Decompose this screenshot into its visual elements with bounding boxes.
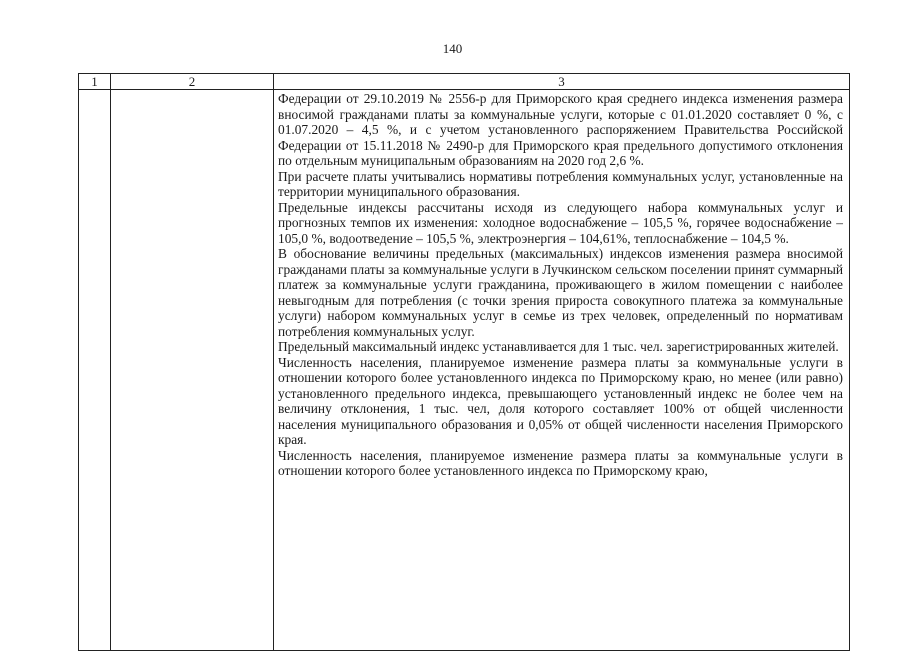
text-block [274,90,849,479]
paragraph-3: Предельные индексы рассчитаны исходя из следующего набора коммунальных услуг и прогнозных темпов их изменения: холодное водоснабжение – 105,5 %, горячее водоснабжение – 105,0 %, водоотведение – 105,5 %, электроэнергия – 104,61%, теплоснабжение – 104,5 %. [278,199,843,246]
paragraph-4: В обоснование величины предельных (максимальных) индексов изменения размера вносимой гражданами платы за коммунальные услуги в Лучкинском сельском поселении принят суммарный платеж за коммунальные услуги гражданина, проживающего в жилом помещении с наиболее невыгодным для потребления (с точки зрения прироста совокупного платежа за коммунальные услуги) набором коммунальных услуг в семье из трех человек, определенный по нормативам потребления коммунальных услуг. [278,246,843,339]
cell-column-2 [111,90,274,651]
column-header-2: 2 [111,74,274,90]
page-number: 140 [442,41,463,56]
paragraph-6: Численность населения, планируемое изменение размера платы за коммунальные услуги в отношении которого более установленного индекса по Приморскому краю, но менее (или равно) установленного предельного индекса, превышающего установленный индекс не более чем на величину отклонения, 1 тыс. чел, доля которого составляет 100% от общей численности населения муниципального образования и 0,05% от общей численности населения Приморского края. [278,354,843,447]
paragraph-7: Численность населения, планируемое изменение размера платы за коммунальные услуги в отношении которого более установленного индекса по Приморскому краю, [278,447,843,478]
document-table [78,73,850,651]
column-header-3: 3 [274,74,850,90]
cell-column-1 [79,90,111,651]
paragraph-5: Предельный максимальный индекс устанавливается для 1 тыс. чел. зарегистрированных жителей. [278,339,839,354]
table-header-row [79,74,850,90]
table-row [79,90,850,651]
paragraph-2: При расчете платы учитывались нормативы потребления коммунальных услуг, установленные на территории муниципального образования. [278,168,843,199]
paragraph-1: Федерации от 29.10.2019 № 2556-р для Приморского края среднего индекса изменения размера вносимой гражданами платы за коммунальные услуги, которые с 01.01.2020 составляет 0 %, с 01.07.2020 – 4,5 %, и с учетом установленного распоряжением Правительства Российской Федерации от 15.11.2018 № 2490-р для Приморского края предельного допустимого отклонения по отдельным муниципальным образованиям на 2020 год 2,6 %. [278,91,843,168]
cell-column-3 [274,90,850,651]
column-header-1: 1 [79,74,111,90]
